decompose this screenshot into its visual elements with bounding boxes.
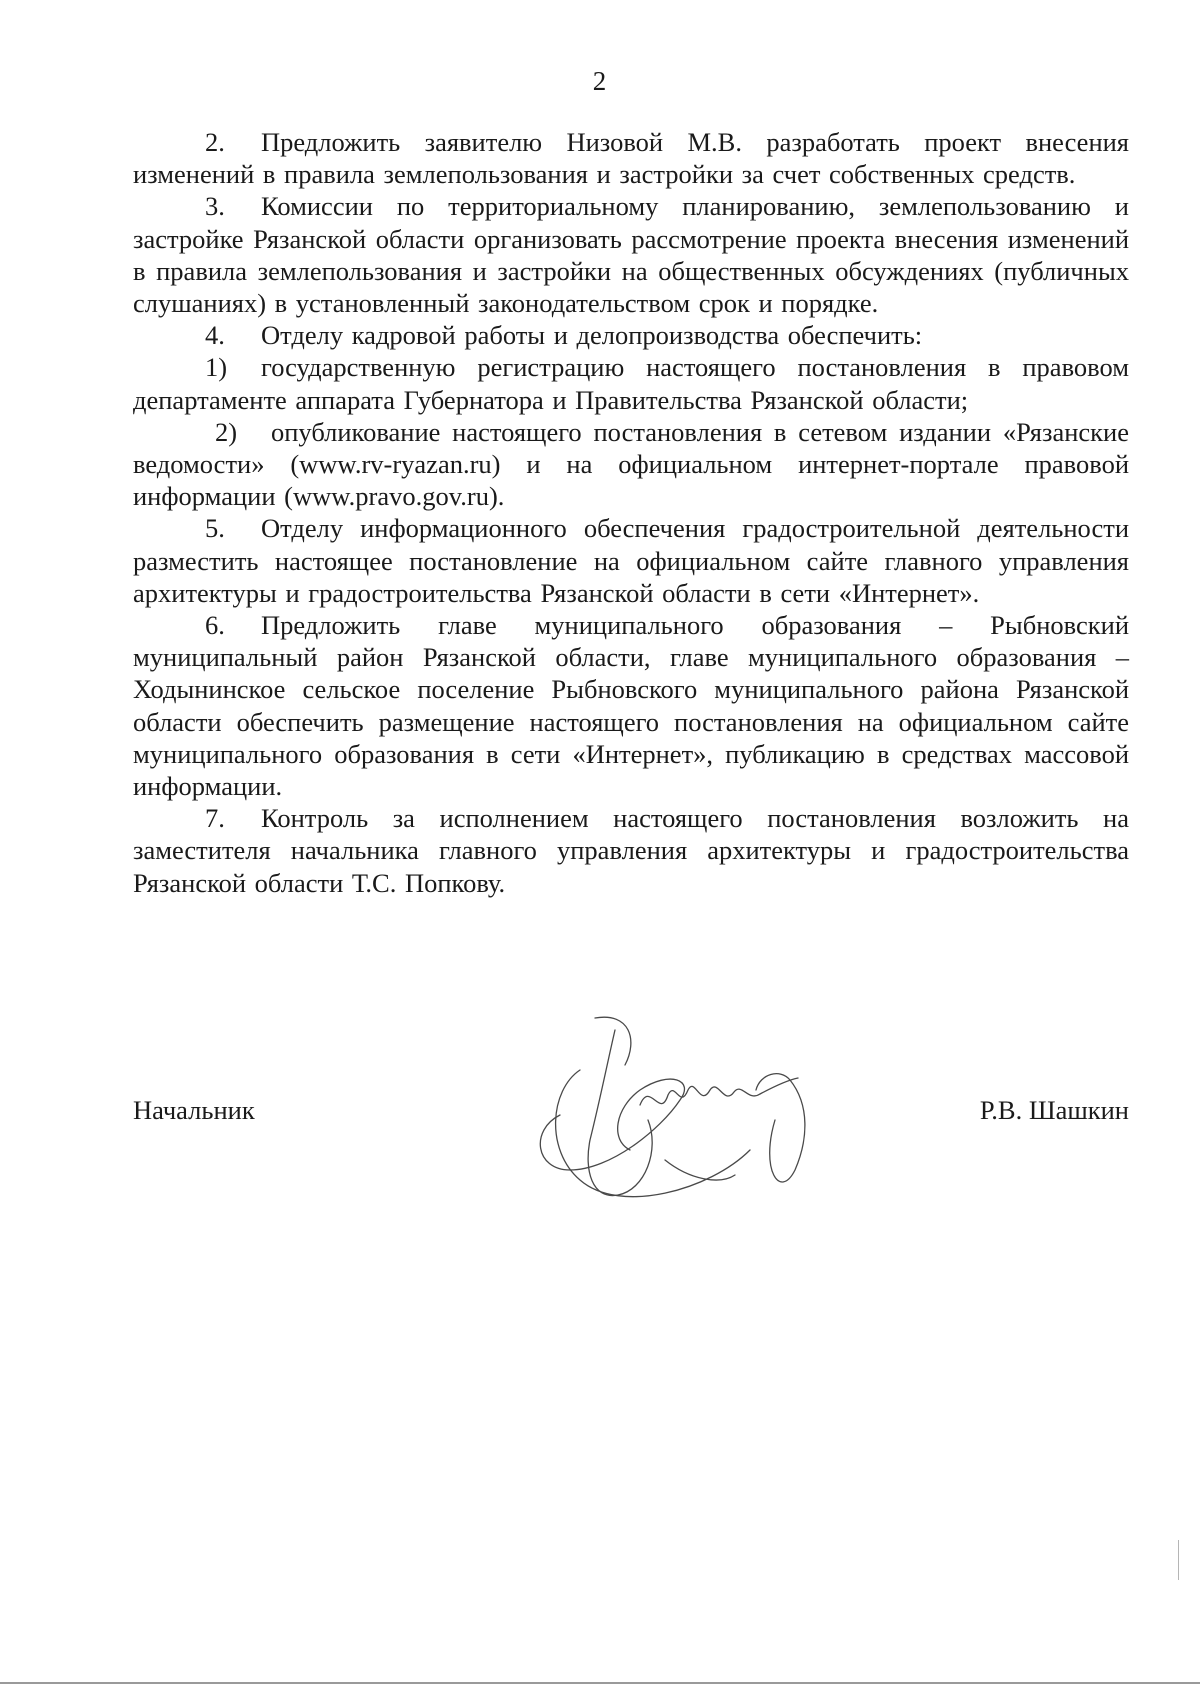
- paragraph-2: [133, 126, 1129, 190]
- paragraph-text: государственную регистрацию настоящего постановления в правовом департаменте аппарата Губернатора и Правительства Рязанской области;: [133, 352, 1129, 415]
- subparagraph-4-2: [133, 416, 1129, 513]
- paragraph-3: [133, 190, 1129, 319]
- paragraph-5: [133, 512, 1129, 609]
- paragraph-number: 5.: [205, 513, 225, 544]
- document-body: [133, 126, 1129, 899]
- paragraph-text: Отделу кадровой работы и делопроизводства обеспечить:: [261, 320, 923, 351]
- signatory-title: Начальник: [133, 1095, 255, 1125]
- page-number: 2: [592, 66, 608, 96]
- paragraph-number: 3.: [205, 191, 225, 222]
- paragraph-6: [133, 609, 1129, 802]
- subparagraph-4-1: [133, 351, 1129, 415]
- paragraph-number: 4.: [205, 320, 225, 351]
- paragraph-number: 2.: [205, 127, 225, 157]
- signatory-name: Р.В. Шашкин: [979, 1095, 1129, 1125]
- paragraph-number: 1): [205, 352, 228, 383]
- paragraph-text: Контроль за исполнением настоящего постановления возложить на заместителя начальника главного управления архитектуры и градостроительства Рязанской области Т.С. Попкову.: [133, 803, 1129, 898]
- paragraph-text: опубликование настоящего постановления в сетевом издании «Рязанские ведомости» (www.rv-ryazan.ru) и на официальном интернет-портале правовой информации (www.pravo.gov.ru).: [133, 416, 1129, 512]
- paragraph-text: Предложить главе муниципального образования – Рыбновский муниципальный район Рязанской области, главе муниципального образования – Ходынинское сельское поселение Рыбновского муниципального района Рязанской области обеспечить размещение настоящего постановления на официальном сайте муниципального образования в сети «Интернет», публикацию в средствах массовой информации.: [133, 610, 1129, 802]
- page-bottom-edge: [0, 1682, 1200, 1684]
- paragraph-7: [133, 802, 1129, 899]
- scan-artifact: [1178, 1540, 1179, 1580]
- paragraph-text: Отделу информационного обеспечения градостроительной деятельности разместить настоящее постановление на официальном сайте главного управления архитектуры и градостроительства Рязанской области в сети «Интернет».: [133, 513, 1129, 608]
- paragraph-4: [133, 319, 1129, 351]
- paragraph-text: Предложить заявителю Низовой М.В. разработать проект внесения изменений в правила землепользования и застройки за счет собственных средств.: [133, 127, 1129, 190]
- paragraph-number: 2): [215, 416, 238, 447]
- paragraph-number: 6.: [205, 610, 225, 641]
- paragraph-text: Комиссии по территориальному планированию, землепользованию и застройке Рязанской области организовать рассмотрение проекта внесения изменений в правила землепользования и застройки на общественных обсуждениях (публичных слушаниях) в установленный законодательством срок и порядке.: [133, 191, 1129, 319]
- paragraph-number: 7.: [205, 803, 225, 834]
- signature-block: [133, 1095, 1129, 1135]
